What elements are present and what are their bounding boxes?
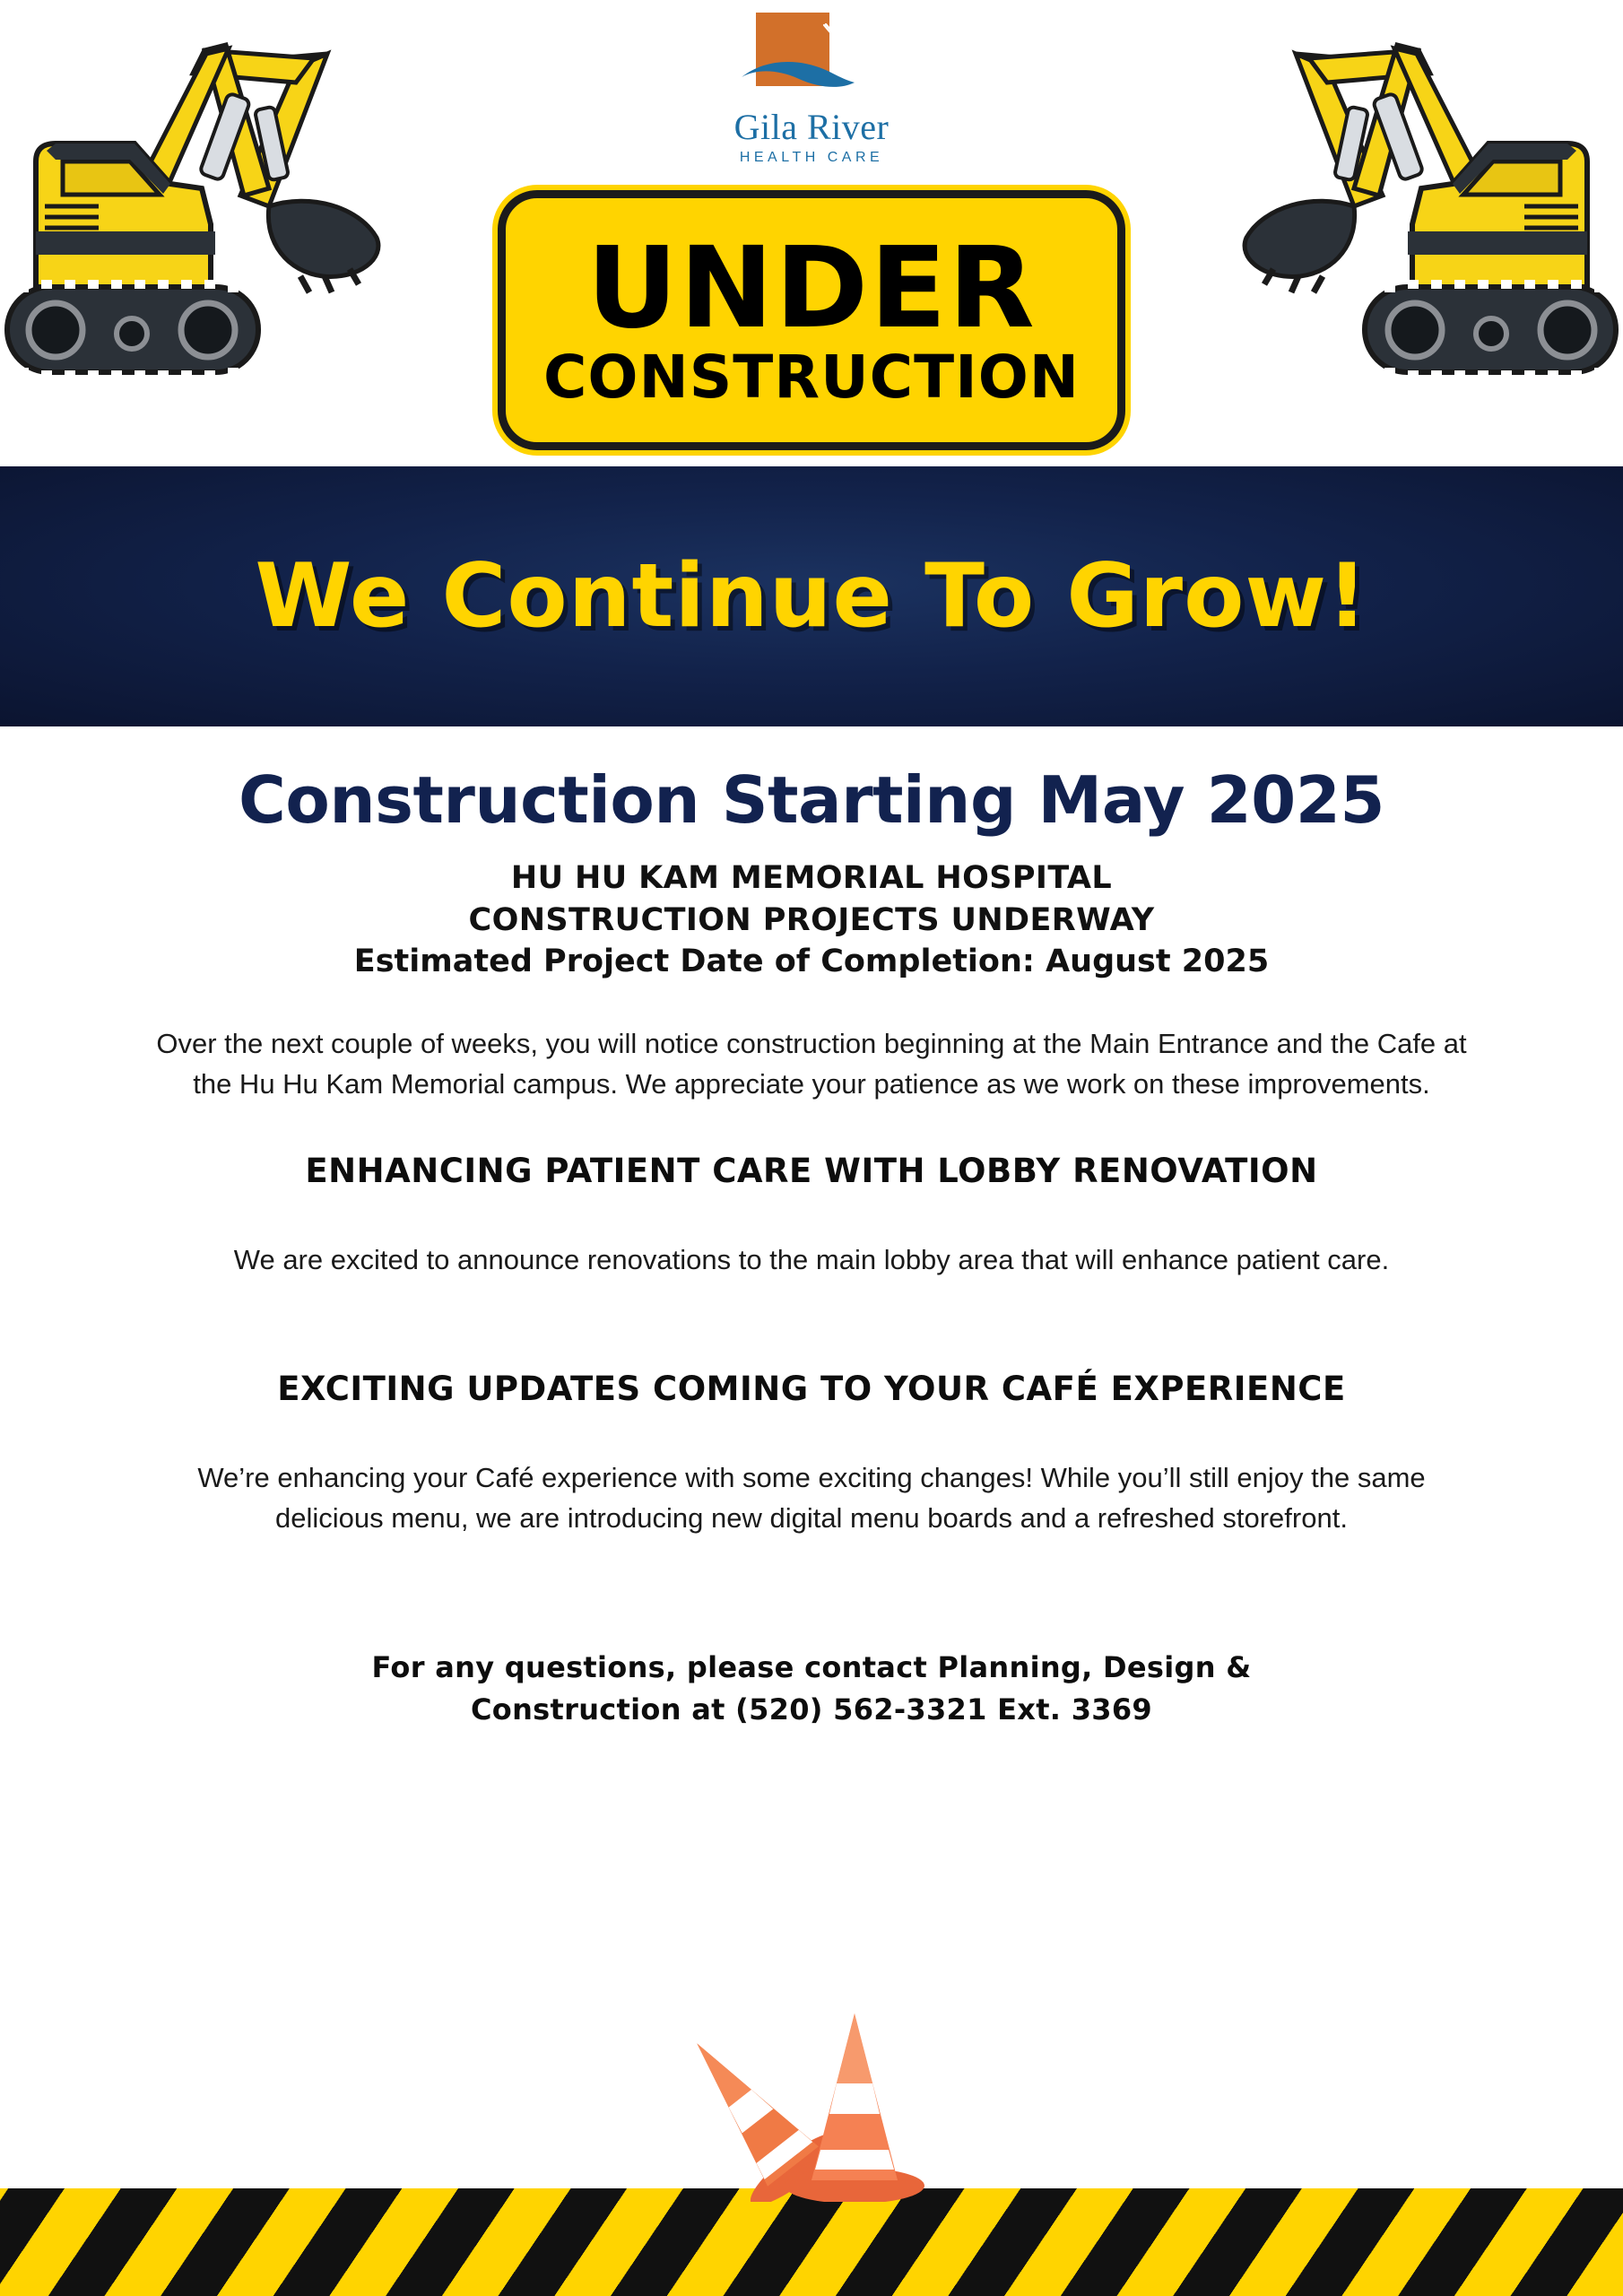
intro-paragraph: Over the next couple of weeks, you will notice construction beginning at the Main Entrance and the Cafe at the Hu Hu Kam Memorial campus. We appreciate your patience as we work on these improvements. (156, 1027, 1467, 1100)
contact-line-2: Construction at (520) 562-3321 Ext. 3369 (471, 1692, 1152, 1726)
contact-block (135, 1647, 1488, 1730)
contact-line-1: For any questions, please contact Planning, Design & (371, 1650, 1252, 1685)
gila-river-logo-icon (731, 9, 892, 108)
logo-name: Gila River (733, 107, 890, 147)
excavator-icon (1121, 18, 1623, 471)
logo-subtitle: HEALTH CARE (739, 150, 884, 165)
subheading-line-1: HU HU KAM MEMORIAL HOSPITAL (510, 860, 1113, 896)
brand-logo (686, 9, 937, 166)
sign-line-under: UNDER (586, 222, 1037, 353)
excavator-icon (0, 18, 502, 471)
subheading-block (135, 857, 1488, 983)
section-title-cafe: EXCITING UPDATES COMING TO YOUR CAFÉ EXPERIENCE (277, 1370, 1346, 1409)
sign-line-construction: CONSTRUCTION (542, 342, 1081, 412)
section-title-lobby: ENHANCING PATIENT CARE WITH LOBBY RENOVATION (305, 1151, 1318, 1190)
subheading-line-3: Estimated Project Date of Completion: August 2025 (353, 944, 1270, 980)
subheading-line-2: CONSTRUCTION PROJECTS UNDERWAY (468, 901, 1155, 938)
section-body-cafe: We’re enhancing your Café experience with some exciting changes! While you’ll still enjoy the same delicious menu, we are introducing new digital menu boards and a refreshed storefront. (197, 1462, 1426, 1535)
banner (0, 466, 1623, 726)
page-title: Construction Starting May 2025 (239, 762, 1384, 838)
header-graphics (0, 0, 1623, 466)
section-body-lobby: We are excited to announce renovations to the main lobby area that will enhance patient care. (233, 1243, 1390, 1275)
hazard-stripe-footer (0, 2188, 1623, 2296)
main-content (0, 726, 1623, 1730)
traffic-cone-icon (650, 1987, 973, 2202)
banner-title: We Continue To Grow! (255, 545, 1368, 648)
under-construction-sign (498, 190, 1125, 450)
